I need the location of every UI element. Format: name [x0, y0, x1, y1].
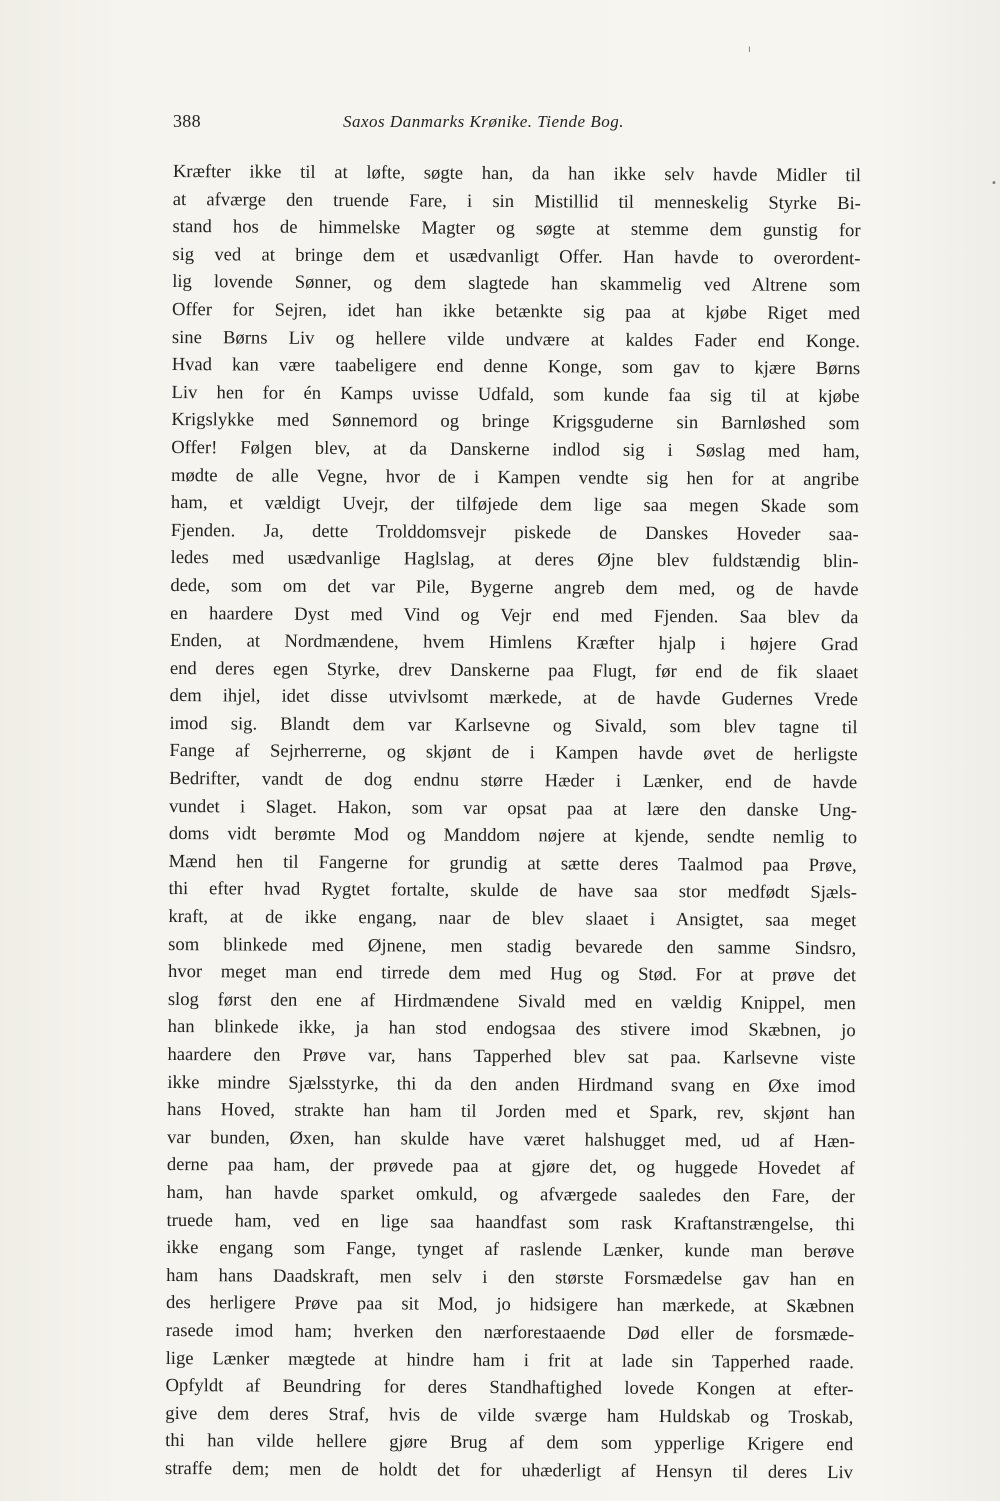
text-line: ham hans Daadskraft, men selv i den største Forsmædelse gav han en [166, 1264, 855, 1290]
text-line: doms vidt berømte Mod og Manddom nøjere at kjende, sendte nemlig to [168, 823, 857, 849]
text-line: derne paa ham, der prøvede paa at gjøre det, og huggede Hovedet af [166, 1154, 855, 1180]
text-line: Opfyldt af Beundring for deres Standhaftighed lovede Kongen at efter- [165, 1375, 854, 1401]
text-line: ikke mindre Sjælsstyrke, thi da den anden Hirdmand svang en Øxe imod [167, 1071, 856, 1097]
text-line: end deres egen Styrke, drev Danskerne paa Flugt, før end de fik slaaet [169, 657, 858, 683]
text-line: Hvad kan være taabeligere end denne Konge, som gav to kjære Børns [171, 354, 860, 380]
text-line: des herligere Prøve paa sit Mod, jo hidsigere han mærkede, at Skæbnen [165, 1292, 855, 1318]
text-line: ikke engang som Fange, tynget af raslende Lænker, kunde man berøve [166, 1237, 855, 1263]
scan-speck: • [991, 178, 997, 189]
page-number: 388 [173, 111, 201, 131]
page-header [173, 111, 861, 141]
text-line: ham, han havde sparket omkuld, og afværgede saaledes den Fare, der [166, 1181, 855, 1208]
text-line: haardere den Prøve var, hans Tapperhed blev sat paa. Karlsevne viste [167, 1043, 856, 1070]
running-title: Saxos Danmarks Krønike. Tiende Bog. [343, 112, 624, 131]
text-line: Fange af Sejrherrerne, og skjønt de i Kampen havde øvet de herligste [169, 740, 858, 766]
text-line: kraft, at de ikke engang, naar de blev slaaet i Ansigtet, saa meget [168, 906, 857, 932]
text-line: ham, et vældigt Uvejr, der tilføjede dem lige saa megen Skade som [170, 492, 859, 518]
text-line: imod sig. Blandt dem var Karlsevne og Sivald, som blev tagne til [169, 712, 858, 739]
text-line: truede ham, ved en lige saa haandfast som rask Kraftanstrængelse, thi [166, 1209, 855, 1235]
text-line: sine Børns Liv og hellere vilde undvære at kaldes Fader end Konge. [171, 326, 860, 352]
text-line: Krigslykke med Sønnemord og bringe Krigsguderne sin Barnløshed som [171, 409, 860, 435]
text-line: thi efter hvad Rygtet fortalte, skulde de have saa stor medfødt Sjæls- [168, 878, 857, 904]
text-line: Fjenden. Ja, dette Trolddomsvejr piskede de Danskes Hoveder saa- [170, 519, 859, 545]
text-line: Bedrifter, vandt de dog endnu større Hæder i Lænker, end de havde [169, 768, 858, 794]
text-line: at afværge den truende Fare, i sin Mistillid til menneskelig Styrke Bi- [172, 188, 861, 214]
text-line: mødte de alle Vegne, hvor de i Kampen vendte sig hen for at angribe [170, 464, 860, 490]
text-line: lig lovende Sønner, og dem slagtede han skammelig ved Altrene som [172, 271, 861, 297]
text-line: Mænd hen til Fangerne for grundig at sætte deres Taalmod paa Prøve, [168, 850, 857, 877]
text-line: Offer for Sejren, idet han ikke betænkte sig paa at kjøbe Riget med [172, 298, 861, 325]
text-line: stand hos de himmelske Magter og søgte at stemme dem gunstig for [172, 216, 861, 242]
text-line: thi han vilde hellere gjøre Brug af dem som ypperlige Krigere end [165, 1430, 854, 1456]
text-line: sig ved at bringe dem et usædvanligt Offer. Han havde to overordent- [172, 243, 861, 269]
text-line: rasede imod ham; hverken den nærforestaaende Død eller de forsmæde- [165, 1319, 854, 1346]
text-line: Enden, at Nordmændene, hvem Himlens Kræfter hjalp i højere Grad [169, 630, 859, 656]
text-line: en haardere Dyst med Vind og Vejr end med Fjenden. Saa blev da [170, 602, 859, 628]
text-line: Liv hen for én Kamps uvisse Udfald, som kunde faa sig til at kjøbe [171, 381, 860, 407]
text-line: straffe dem; men de holdt det for uhæderligt af Hensyn til deres Liv [164, 1457, 854, 1484]
text-line: slog først den ene af Hirdmændene Sivald med en vældig Knippel, men [167, 988, 856, 1014]
text-line: som blinkede med Øjnene, men stadig bevarede den samme Sindsro, [168, 933, 857, 959]
text-line: han blinkede ikke, ja han stod endogsaa des stivere imod Skæbnen, jo [167, 1016, 856, 1042]
text-line: hans Hoved, strakte han ham til Jorden med et Spark, rev, skjønt han [167, 1099, 856, 1125]
text-line: dem ihjel, idet disse utvivlsomt mærkede, at de havde Gudernes Vrede [169, 685, 858, 711]
text-line: Offer! Følgen blev, at da Danskerne indlod sig i Søslag med ham, [171, 436, 860, 463]
text-line: var bunden, Øxen, han skulde have været halshugget med, ud af Hæn- [166, 1126, 856, 1152]
text-line: lige Lænker mægtede at hindre ham i frit at lade sin Tapperhed raade. [165, 1347, 854, 1373]
text-line: Kræfter ikke til at løfte, søgte han, da han ikke selv havde Midler til [172, 160, 861, 187]
text-line: ledes med usædvanlige Haglslag, at deres Øjne blev fuldstændig blin- [170, 547, 859, 573]
text-line: dede, som om det var Pile, Bygerne angreb dem med, og de havde [170, 574, 859, 601]
text-line: hvor meget man end tirrede dem med Hug og Stød. For at prøve det [167, 961, 857, 987]
text-line: vundet i Slaget. Hakon, som var opsat paa at lære den danske Ung- [168, 795, 858, 821]
text-line: give dem deres Straf, hvis de vilde sværge ham Huldskab og Troskab, [165, 1402, 854, 1428]
body-text [164, 158, 861, 1484]
scan-speck: ı [748, 44, 751, 55]
